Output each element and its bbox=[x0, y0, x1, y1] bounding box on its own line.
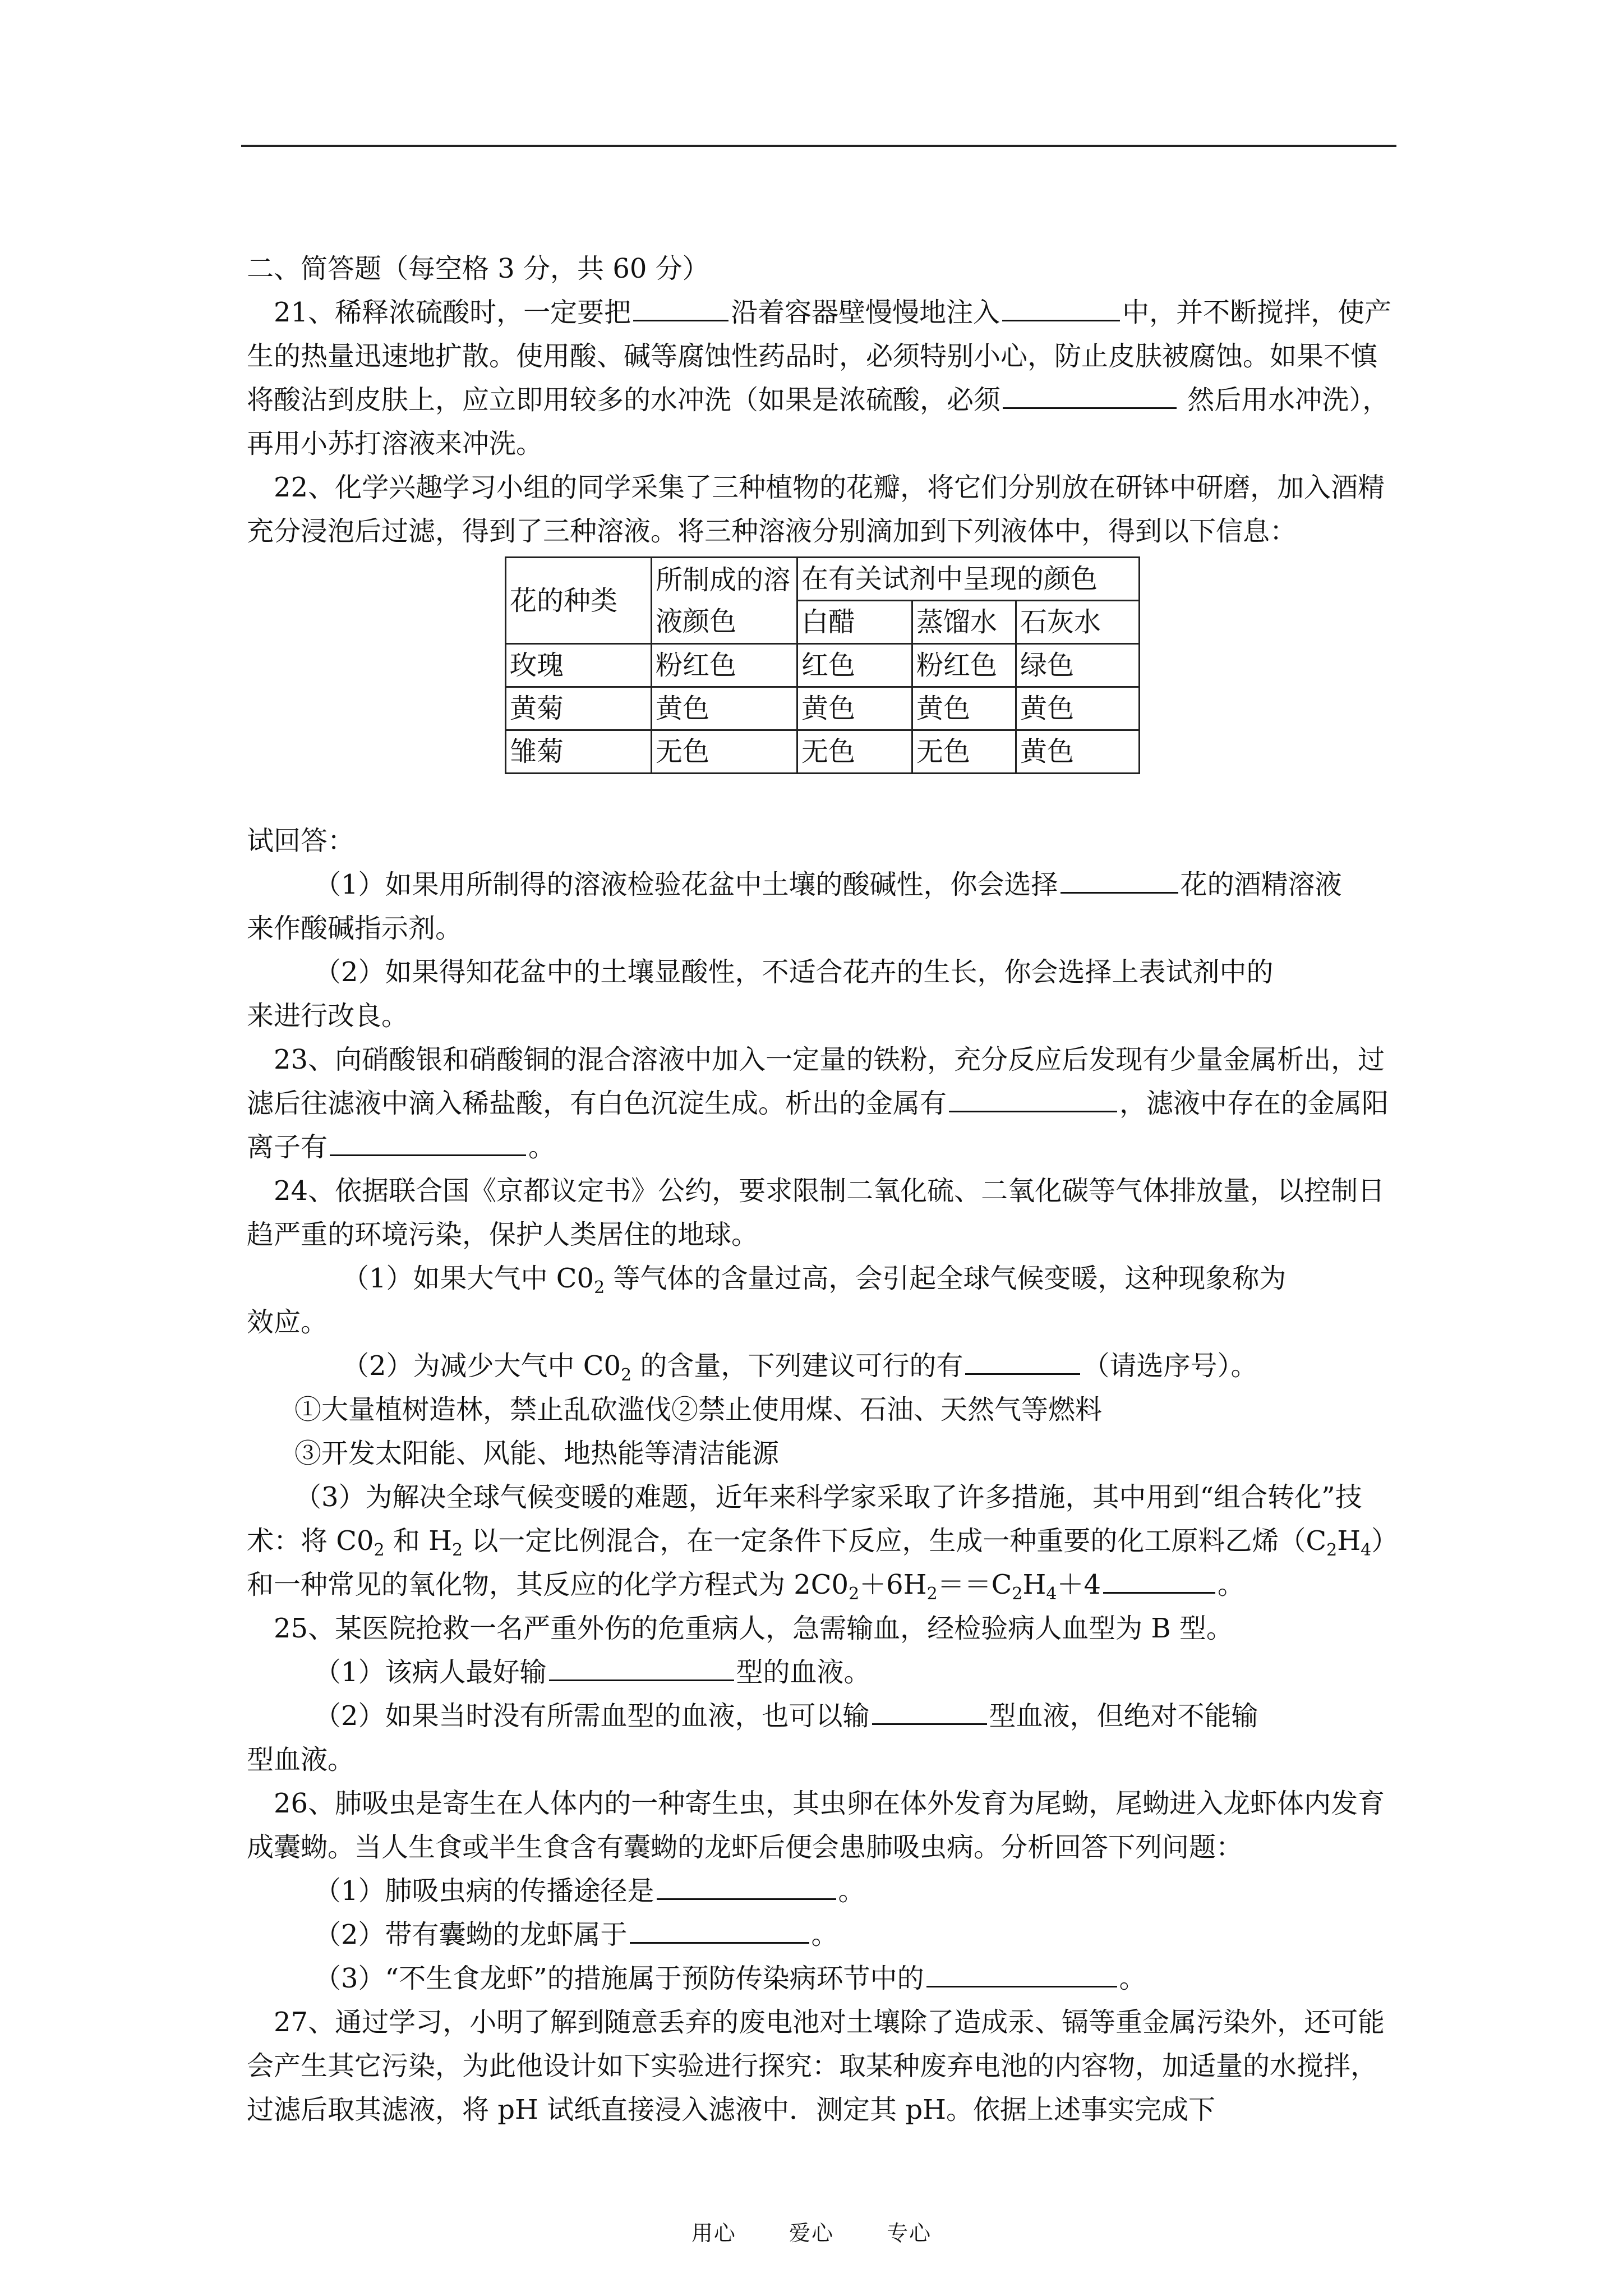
answer-blank[interactable] bbox=[872, 1694, 987, 1725]
page-footer bbox=[0, 2216, 1623, 2247]
question-25: 25、某医院抢救一名严重外伤的危重病人，急需输血，经检验病人血型为 B 型。 bbox=[274, 1613, 1233, 1644]
section-title: 二、简答题（每空格 3 分，共 60 分） bbox=[247, 253, 709, 284]
answer-blank[interactable] bbox=[949, 1082, 1117, 1112]
answer-blank[interactable] bbox=[1002, 291, 1120, 321]
question-22-sub-1: （1）如果用所制得的溶液检验花盆中土壤的酸碱性，你会选择 花的酒精溶液 来作酸碱指示剂。 bbox=[247, 863, 1396, 950]
header-reagent-color: 在有关试剂中呈现的颜色 bbox=[797, 558, 1140, 601]
answer-blank[interactable] bbox=[1061, 863, 1178, 894]
answer-blank[interactable] bbox=[926, 1957, 1117, 1987]
table-row bbox=[506, 687, 1140, 730]
question-24: 24、依据联合国《京都议定书》公约，要求限制二氧化硫、二氧化碳等气体排放量，以控制日趋严重的环境污染，保护人类居住的地球。 bbox=[247, 1175, 1385, 1250]
header-vinegar: 白醋 bbox=[797, 601, 912, 644]
footer-text: 用心 bbox=[691, 2221, 736, 2246]
question-21: 21、稀释浓硫酸时，一定要把 沿着容器壁慢慢地注入 中，并不断搅拌，使产生的热量迅速地扩散。使用酸、碱等腐蚀性药品时，必须特别小心，防止皮肤被腐蚀。如果不慎将酸沾到皮肤上，应立即用较多的水冲洗（如果是浓硫酸，必须 然后用水冲洗），再用小苏打溶液来冲洗。 bbox=[247, 291, 1396, 466]
question-22-sub-2: （2）如果得知花盆中的土壤显酸性，不适合花卉的生长，你会选择上表试剂中的 来进行改良。 bbox=[247, 956, 1274, 1032]
table-cell: 黄色 bbox=[652, 687, 797, 730]
header-limewater: 石灰水 bbox=[1016, 601, 1140, 644]
answer-intro: 试回答： bbox=[247, 825, 355, 857]
table-cell: 红色 bbox=[797, 644, 912, 687]
question-26-sub-1: （1）肺吸虫病的传播途径是 。 bbox=[247, 1869, 1396, 1913]
answer-blank[interactable] bbox=[965, 1344, 1080, 1375]
question-24-sub-2: （2）为减少大气中 $C0_2$ 的含量，下列建议可行的有 （请选序号）。 bbox=[247, 1344, 1396, 1388]
table-cell: 玫瑰 bbox=[506, 644, 652, 687]
question-26: 26、肺吸虫是寄生在人体内的一种寄生虫，其虫卵在体外发育为尾蚴，尾蚴进入龙虾体内发育成囊蚴。当人生食或半生食含有囊蚴的龙虾后便会患肺吸虫病。分析回答下列问题： bbox=[247, 1788, 1385, 1863]
table-row bbox=[506, 730, 1140, 774]
table-cell: 雏菊 bbox=[506, 730, 652, 774]
header-distilled-water: 蒸馏水 bbox=[912, 601, 1016, 644]
question-22: 22、化学兴趣学习小组的同学采集了三种植物的花瓣，将它们分别放在研钵中研磨，加入酒精充分浸泡后过滤，得到了三种溶液。将三种溶液分别滴加到下列液体中，得到以下信息： bbox=[247, 472, 1385, 547]
answer-blank[interactable] bbox=[657, 1869, 836, 1900]
answer-blank[interactable] bbox=[633, 291, 728, 321]
table-cell: 黄色 bbox=[1016, 730, 1140, 774]
question-25-sub-1: （1）该病人最好输 型的血液。 bbox=[247, 1650, 1396, 1694]
table-cell: 黄色 bbox=[1016, 687, 1140, 730]
question-25-sub-2: （2）如果当时没有所需血型的血液，也可以输 型血液，但绝对不能输 型血液。 bbox=[247, 1694, 1396, 1782]
footer-text: 爱心 bbox=[789, 2221, 834, 2246]
table-cell: 粉红色 bbox=[652, 644, 797, 687]
table-cell: 粉红色 bbox=[912, 644, 1016, 687]
table-cell: 黄菊 bbox=[506, 687, 652, 730]
header-rule bbox=[241, 145, 1396, 147]
table-cell: 无色 bbox=[797, 730, 912, 774]
question-26-sub-3: （3）“不生食龙虾”的措施属于预防传染病环节中的 。 bbox=[247, 1957, 1396, 2000]
question-24-sub-3: （3）为解决全球气候变暖的难题，近年来科学家采取了许多措施，其中用到“组合转化”技术：将 $C0_2$ 和 $H_2$ 以一定比例混合，在一定条件下反应，生成一种重要的化工原料乙烯$(C_2H_4)$和一种常见的氧化物，其反应的化学方程式为 $2C0_2+6H_2==C_2H_4+4$ 。 bbox=[247, 1481, 1385, 1604]
header-solution-color: 所制成的溶液颜色 bbox=[652, 558, 797, 644]
table-cell: 黄色 bbox=[797, 687, 912, 730]
option-1-2: ①大量植树造林，禁止乱砍滥伐②禁止使用煤、石油、天然气等燃料 bbox=[294, 1394, 1103, 1425]
question-27: 27、通过学习，小明了解到随意丢弃的废电池对土壤除了造成汞、镉等重金属污染外，还可能会产生其它污染，为此他设计如下实验进行探究：取某种废弃电池的内容物，加适量的水搅拌，过滤后取其滤液，将 pH 试纸直接浸入滤液中．测定其 pH。依据上述事实完成下 bbox=[247, 2007, 1385, 2125]
table-cell: 无色 bbox=[652, 730, 797, 774]
question-24-sub-1: （1）如果大气中 $C0_2$ 等气体的含量过高，会引起全球气候变暖，这种现象称为 效应。 bbox=[247, 1263, 1287, 1338]
flower-color-table bbox=[505, 556, 1140, 774]
table-header-row bbox=[506, 558, 1140, 601]
question-23: 23、向硝酸银和硝酸铜的混合溶液中加入一定量的铁粉，充分反应后发现有少量金属析出，过滤后往滤液中滴入稀盐酸，有白色沉淀生成。析出的金属有 ，滤液中存在的金属阳离子有 。 bbox=[247, 1044, 1389, 1163]
footer-text: 专心 bbox=[887, 2221, 932, 2246]
table-row bbox=[506, 644, 1140, 687]
option-3: ③开发太阳能、风能、地热能等清洁能源 bbox=[294, 1438, 780, 1469]
header-flower-type: 花的种类 bbox=[506, 558, 652, 644]
table-cell: 无色 bbox=[912, 730, 1016, 774]
answer-blank[interactable] bbox=[1003, 378, 1177, 409]
table-cell: 黄色 bbox=[912, 687, 1016, 730]
answer-blank[interactable] bbox=[549, 1650, 734, 1681]
table-cell: 绿色 bbox=[1016, 644, 1140, 687]
question-26-sub-2: （2）带有囊蚴的龙虾属于 。 bbox=[247, 1913, 1396, 1957]
answer-blank[interactable] bbox=[630, 1913, 809, 1944]
answer-blank[interactable] bbox=[330, 1125, 526, 1156]
document-body bbox=[247, 247, 1396, 2132]
answer-blank[interactable] bbox=[1103, 1563, 1215, 1594]
